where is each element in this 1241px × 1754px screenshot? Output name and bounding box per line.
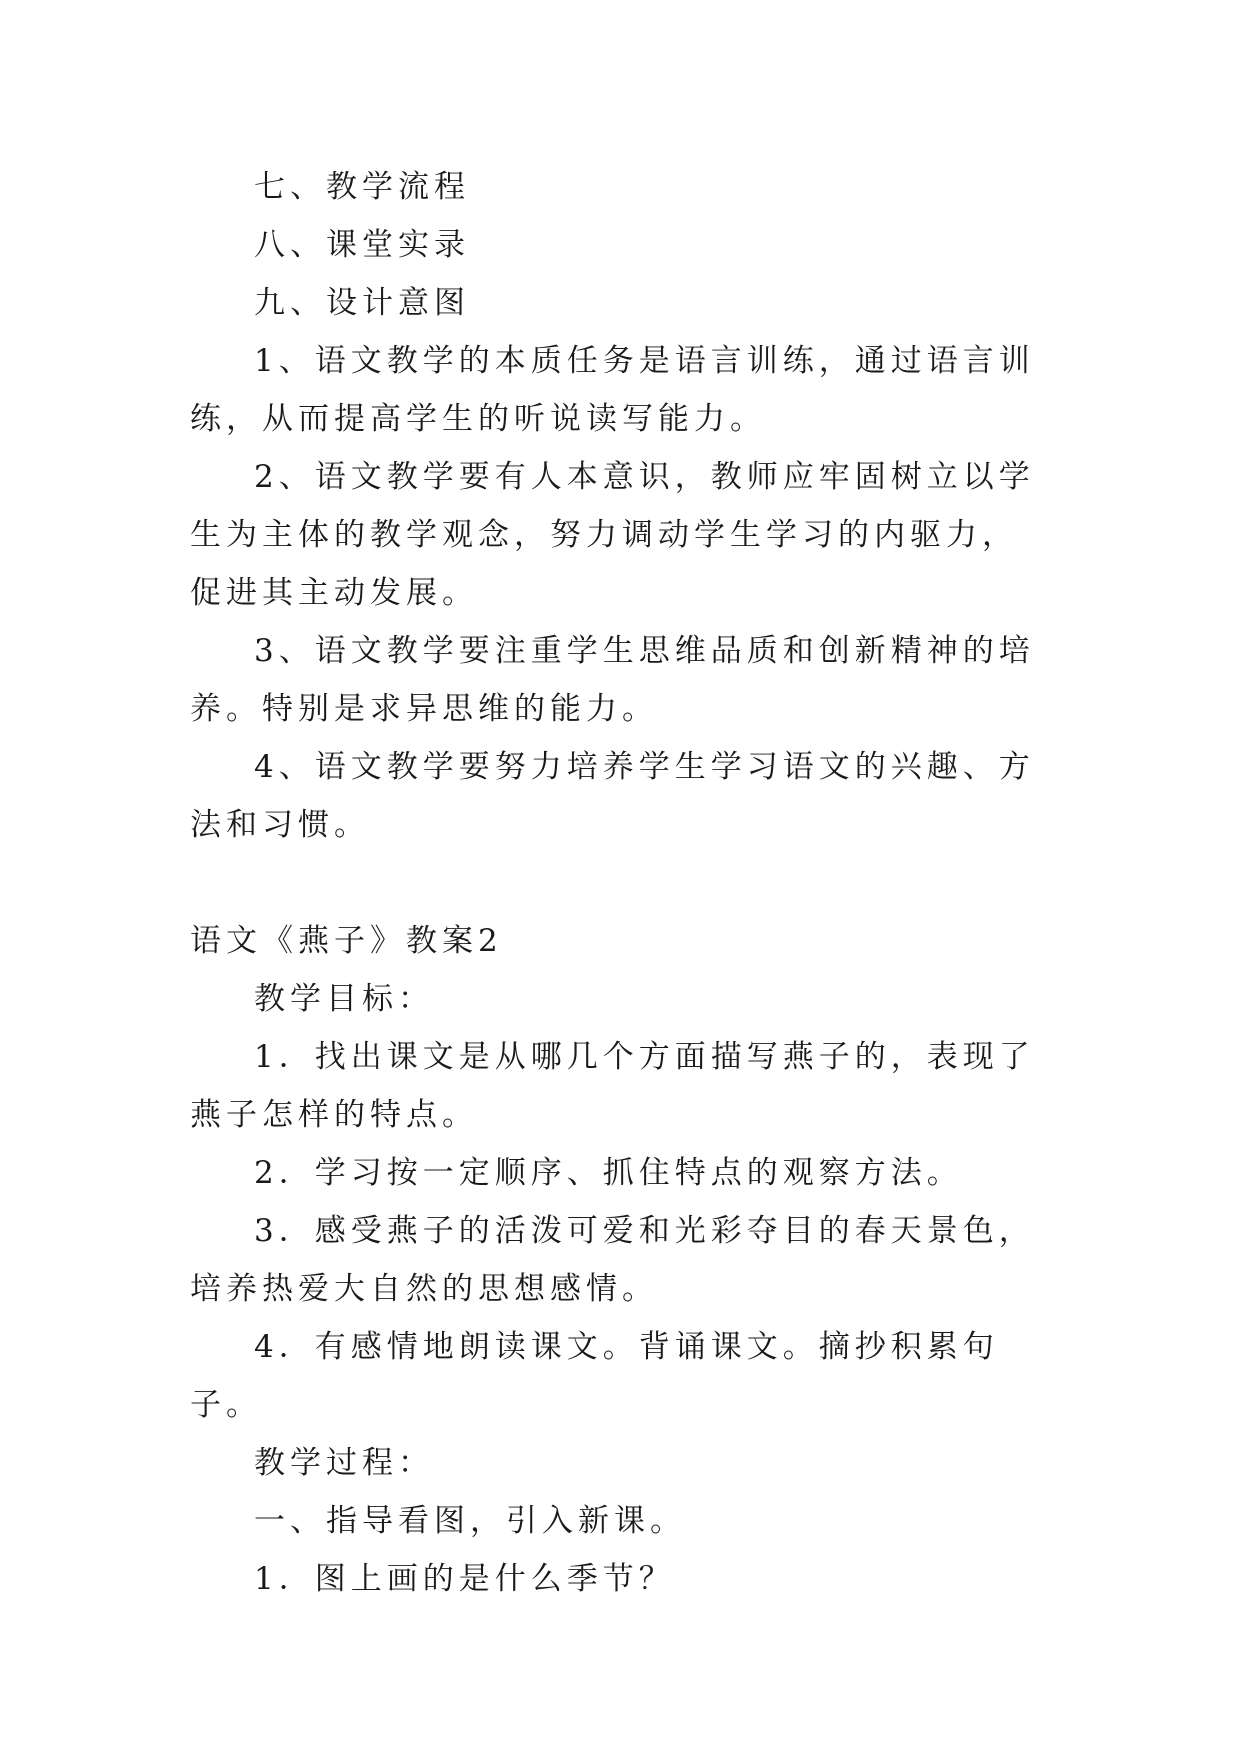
process-question: 1．图上画的是什么季节？: [254, 1561, 675, 1597]
design-point: 2、语文教学要有人本意识，教师应牢固树立以学生为主体的教学观念，努力调动学生学习的内驱力，促进其主动发展。: [190, 459, 1035, 611]
goal-item: 1．找出课文是从哪几个方面描写燕子的，表现了燕子怎样的特点。: [190, 1039, 1035, 1133]
heading-teaching-flow: 七、教学流程: [254, 169, 470, 205]
lesson-plan-title: 语文《燕子》教案2: [190, 923, 503, 959]
heading-design-intent: 九、设计意图: [254, 285, 470, 321]
design-point: 3、语文教学要注重学生思维品质和创新精神的培养。特别是求异思维的能力。: [190, 633, 1035, 727]
goal-item: 3．感受燕子的活泼可爱和光彩夺目的春天景色，培养热爱大自然的思想感情。: [190, 1213, 1035, 1307]
design-point: 1、语文教学的本质任务是语言训练，通过语言训练，从而提高学生的听说读写能力。: [190, 343, 1035, 437]
goals-heading: 教学目标：: [254, 981, 434, 1017]
heading-class-record: 八、课堂实录: [254, 227, 470, 263]
section-spacer: [190, 854, 1050, 912]
document-page: [190, 158, 1050, 1608]
process-step: 一、指导看图，引入新课。: [254, 1503, 686, 1539]
design-point: 4、语文教学要努力培养学生学习语文的兴趣、方法和习惯。: [190, 749, 1035, 843]
goal-item: 2．学习按一定顺序、抓住特点的观察方法。: [254, 1155, 963, 1191]
process-heading: 教学过程：: [254, 1445, 434, 1481]
goal-item: 4．有感情地朗读课文。背诵课文。摘抄积累句子。: [190, 1329, 999, 1423]
